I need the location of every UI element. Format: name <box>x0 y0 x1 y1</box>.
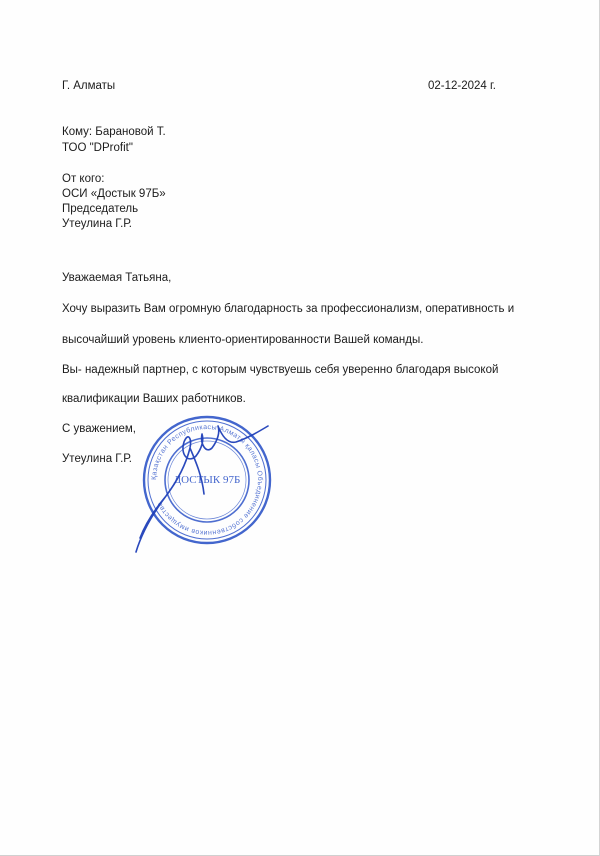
paragraph-1-line-1: Хочу выразить Вам огромную благодарность за профессионализм, оперативность и <box>62 303 515 315</box>
closing-signer: Утеулина Г.Р. <box>62 453 132 465</box>
stamp-seal <box>132 404 282 556</box>
sender-org: ОСИ «Достык 97Б» <box>62 188 166 200</box>
letter-date: 02-12-2024 г. <box>427 80 496 92</box>
salutation: Уважаемая Татьяна, <box>62 272 172 284</box>
closing-regards: С уважением, <box>62 423 136 435</box>
city-line: Г. Алматы <box>62 80 116 92</box>
seal-center-text: ДОСТЫК 97Б <box>173 474 241 486</box>
seal-ring-text: Қазақстан Республикасы Алматы қаласы Объединение собственников имущества <box>150 423 264 537</box>
sender-from-label: От кого: <box>62 173 105 185</box>
paragraph-2-line-2: квалификации Ваших работников. <box>62 393 246 405</box>
recipient-company: ТОО "DProfit" <box>62 142 133 154</box>
recipient-to-line: Кому: Барановой Т. <box>62 126 166 138</box>
sender-position: Председатель <box>62 203 139 215</box>
paragraph-1-line-2: высочайший уровень клиенто-ориентированности Вашей команды. <box>62 334 424 346</box>
sender-name: Утеулина Г.Р. <box>62 218 132 230</box>
paragraph-2-line-1: Вы- надежный партнер, с которым чувствуешь себя уверенно благодаря высокой <box>62 364 499 376</box>
